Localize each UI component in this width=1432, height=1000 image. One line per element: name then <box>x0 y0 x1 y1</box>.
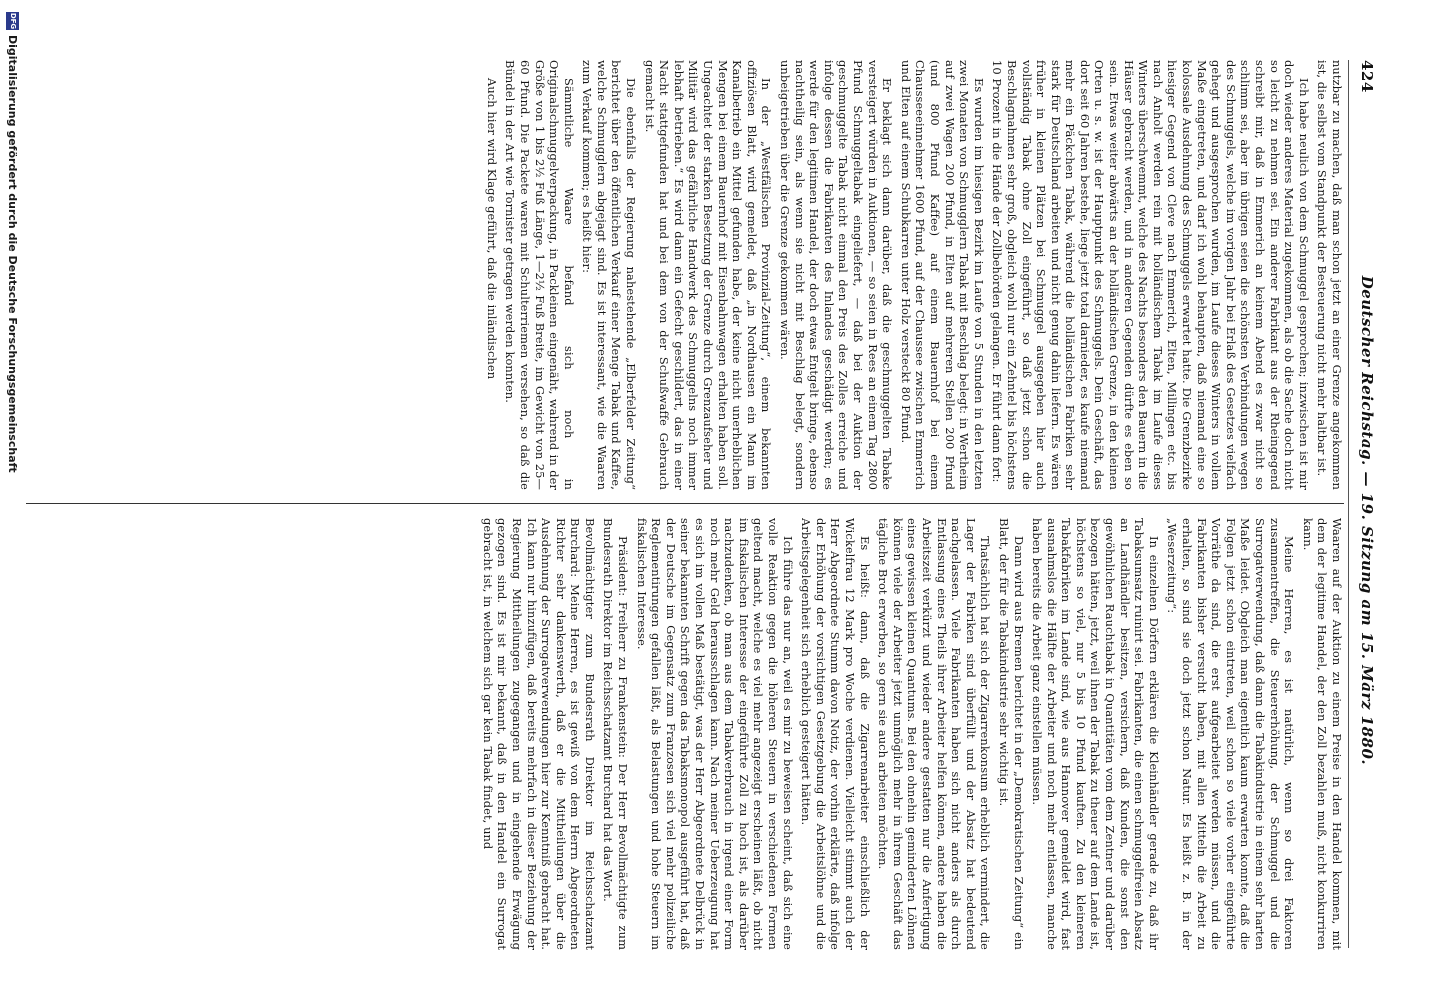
paragraph: Es heißt: dann, daß die Zigarrenarbeiter einschließlich der Wickelfrau 12 Mark pro Woche verdienen. Vielleicht stimmt auch der Herr Abgeordnete Stumm davon Notiz, der vorhin erklärte, daß infolge der Erhöhung der vorsichtigen Gesetzgebung die Arbeitslöhne und die Arbeitsgelegenheit sich erheblich gesteigert hätten. <box>799 518 872 950</box>
funding-footer <box>2 0 24 1000</box>
paragraph: Dann wird aus Bremen berichtet in der „Demokratischen Zeitung“ ein Blatt, der für die Tabakindustrie sehr wichtig ist. <box>996 518 1026 950</box>
paragraph: Auch hier wird Klage geführt, daß die inländischen <box>484 78 499 380</box>
paragraph: nutzbar zu machen, daß man schon jetzt an einer Grenze angekommen ist, die selbst vom Standpunkt der Besteuerung nicht mehr haltbar ist. <box>1315 60 1344 490</box>
paragraph: In der „Westfälischen Provinzial-Zeitung“, einem bekannten offiziösen Blatt, wird gemeldet, daß „in Nordhausen ein Mann im Kanalbetrieb ein Mittel gefunden habe, der keine nicht unerheblichen Mengen bei einem Bauernhof mit Eisenbahnwagen erhalten haben soll. Ungeachtet der starken Besetzung der Grenze durch Grenzaufseher und Militär wird das gefährliche Handwerk des Schmuggelns noch immer lebhaft betrieben.“ Es wird dann ein Gefecht geschildert, das in einer Nacht stattgefunden hat und bei dem von der Schußwaffe Gebrauch gemacht ist. <box>642 60 774 490</box>
column-divider <box>26 503 1344 504</box>
page-header <box>1352 60 1382 948</box>
header-rule <box>1348 60 1349 948</box>
paragraph: Präsident: Freiherr zu Frankenstein: Der Herr Bevollmächtigte zum Bundesrath Direktor im Reichsschatzamt Burchard hat das Wort. <box>601 518 631 950</box>
paragraph: Ich habe neulich von dem Schmuggel gesprochen; inzwischen ist mir doch wieder anderes Material zugekommen, als ob die Sache doch nicht so leicht zu nehmen sei. Ein anderer Fabrikant aus der Rheingegend schreibt mir, daß in Emmerich an keinem Abend es zwar nicht so schlimm sei, aber im übrigen seien die schönsten Verbindungen wegen des Schmuggels, welche im vorigen Jahr bei Erlaß des Gesetzes vielfach gehegt und ausgesprochen wurden, im Laufe dieses Winters in vollem Maße eingetreten, und darf ich wohl behaupten, daß niemand eine so kolossale Ausdehnung des Schmuggels erwartet hatte. Die Grenzbezirke hiesiger Gegend von Cleve nach Emmerich, Elten, Millingen etc. bis nach Anholt werden rein mit holländischem Tabak im Laufe dieses Winters überschwemmt, welche des Nachts besonders den Bauern in die Häuser gebracht werden, und in anderen Gegenden dürfte es eben so sein. Etwas weiter abwärts an der holländischen Grenze, in den kleinen Orten u. s. w. ist der Hauptpunkt des Schmuggels. Dein Geschäft, das dort seit 60 Jahren bestehe, liege jetzt total darnieder, es kaufe niemand mehr ein Päckchen Tabak, während die holländischen Fabriken sehr stark für Deutschland arbeiten und nicht genug dahin liefern. Es wären früher in kleinen Plätzen bei Schmuggel ausgegeben hier auch vollständig Tabak ohne Zoll eingeführt, so daß jetzt schon die Beschlagnahmen sehr groß, obgleich wohl nur ein Zehntel bis höchstens 10 Prozent in die Hände der Zollbehörden gelangen. Er führt dann fort: <box>990 60 1311 490</box>
paragraph: Waaren auf der Auktion zu einem Preise in den Handel kommen, mit dem der legitime Handel, der den Zoll bezahlen muß, nicht konkurriren kann. <box>1300 518 1344 950</box>
paragraph: Die ebenfalls der Regierung nahestehende „Elberfelder Zeitung“ berichtet über den öffentlichen Verkauf einer Menge Tabak und Kaffee, welche Schmugglern abgejagt sind. Es ist interessant, wie die Waaren zum Verkauf kommen; es heißt hier: <box>580 60 639 490</box>
paragraph: Meine Herren, es ist natürlich, wenn so drei Faktoren zusammentreffen, die Steuererhöhung, der Schmuggel und die Surrogatverwendung, daß dann die Tabakindustrie in einem sehr harten Maße leidet. Obgleich man eigentlich kaum erwarten konnte, daß die Folgen jetzt schon eintreten, weil schon so viele vorher eingeführte Vorräthe da sind, die erst aufgearbeitet werden müssen, und die Fabrikanten bisher versucht haben, mit allen Mitteln die Arbeit zu erhalten, so sind sie doch jetzt schon Natur. Es heißt z. B. in der „Weserzeitung“: <box>1165 518 1297 950</box>
dfg-logo: DFG <box>7 12 20 30</box>
paragraph: Bevollmächtigter zum Bundesrath Direktor im Reichsschatzamt Burchard: Meine Herren, es ist gewiß von dem Herrn Abgeordneten Richter sehr dankenswerth, daß er die Mittheilungen über die Ausdehnung der Surrogatverwendungen hier zur Kenntniß gebracht hat. Ich kann nur hinzufügen, daß bereits mehrfach in dieser Beziehung der Regierung Mittheilungen zugegangen und in eingehende Erwägung gezogen sind. Es ist mir bekannt, daß in den Handel ein Surrogat gebracht ist, in welchem sich gar kein Tabak findet, und <box>480 518 597 950</box>
paragraph: Er beklagt sich dann darüber, daß die geschmuggelten Tabake versteigert würden in Auktionen, — so seien in Rees an einem Tag 2800 Pfund Schmuggeltabak eingeliefert, — daß bei der Auktion der geschmuggelte Tabak nicht einmal den Preis des Zolles erreiche und infolge dessen die Fabrikanten des Inlandes geschädigt werden; es werde für den legitimen Handel, der doch etwas Entgelt bringe, ebenso nachtheilig sein, als wenn sie nicht mit Beschlag belegt, sondern unbeigetrieben über die Grenze gekommen wären. <box>778 60 895 490</box>
page-title: Deutscher Reichstag. — 19. Sitzung am 15. März 1880. <box>1358 275 1376 766</box>
paragraph: In einzelnen Dörfern erklären die Kleinhändler gerade zu, daß ihr Tabaksumsatz ruinirt sei. Fabrikanten, die einen schmuggelfreien Absatz an Landhändler besitzen, versichern, daß Kunden, die sonst den gewöhnlichen Rauchtabak in Quantitäten vom dem Zentner und darüber bezogen hätten, jetzt, weil ihnen der Tabak zu theuer auf dem Lande ist, höchstens so viel, nur 5 bis 10 Pfund kauften. Zu den kleineren Tabakfabriken im Lande sind, wie aus Hannover gemeldet wird, fast ausnahmslos die Hälfte der Arbeiter und noch mehr entlassen, manche haben bereits die Arbeit ganz einstellen müssen. <box>1030 518 1161 950</box>
paragraph: Sämmtliche Waare befand sich noch in Originalschmuggelverpackung, in Packleinen eingenäht, wahrend in der Größe von 1 bis 2½ Fuß Länge, 1—2½ Fuß Breite, im Gewicht von 25—60 Pfund. Die Packete waren mit Schulterriemen versehen, so daß die Bündel in der Art wie Tornister getragen werden konnten. <box>503 60 576 490</box>
left-column <box>26 60 1344 490</box>
right-column <box>26 518 1344 950</box>
paragraph: Es wurden im hiesigen Bezirk im Laufe von 5 Stunden in den letzten zwei Monaten von Schmugglern Tabak mit Beschlag belegt: in Wertheim auf zwei Wagen 200 Pfund, in Elten auf mehreren Stellen 200 Pfund (und 800 Pfund Kaffee) auf einem Bauernhof bei einem Chausseeeinnehmer 1600 Pfund, auf der Chaussee zwischen Emmerich und Elten auf einem Schubkarren unter Holz versteckt 80 Pfund. <box>898 60 986 490</box>
paragraph: Ich führe das nur an, weil es mir zu beweisen scheint, daß sich eine volle Reaktion gegen die höheren Steuern in verschiedenen Formen geltend macht, welche es viel mehr angezeigt erscheinen läßt, ob nicht im fiskalischen Interesse der eingeführte Zoll zu hoch ist, als darüber nachzudenken, ob man aus dem Tabakverbrauch in irgend einer Form noch mehr Geld herausschlagen kann. Nach meiner Ueberzeugung hat es sich im vollen Maß bestätigt, was der Herr Abgeordnete Delbrück in seiner bekannten Schrift gegen das Tabaksmonopol ausgeführt hat, daß der Deutsche im Gegensatz zum Franzosen sich viel mehr polizeiliche Reglementirungen gefallen läßt, als Belastungen und hohe Steuern im fiskalischen Interesse. <box>634 518 795 950</box>
funding-note: Digitalisierung gefördert durch die Deutsche Forschungsgemeinschaft <box>6 35 20 473</box>
paragraph: Thatsächlich hat sich der Zigarrenkonsum erheblich vermindert, die Lager der Fabriken sind überfüllt und der Absatz hat bedeutend nachgelassen. Viele Fabrikanten haben sich nicht anders als durch Entlassung eines Theils ihrer Arbeiter helfen können, andere haben die Arbeitszeit verkürzt und wieder andere gestatten nur die Anfertigung eines gewissen kleinen Quantums. Bei den ohnehin geminderten Löhnen können viele der Arbeiter jetzt unmöglich mehr in ihrem Geschäft das tägliche Brot erwerben, so gern sie auch arbeiten möchten. <box>876 518 993 950</box>
page-number: 424 <box>1358 60 1376 93</box>
